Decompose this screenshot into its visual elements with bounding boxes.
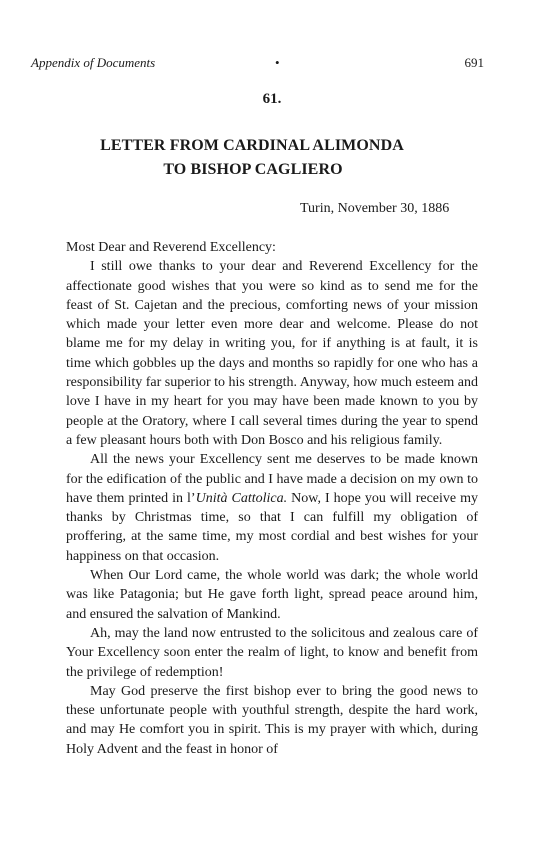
document-number: 61.: [262, 91, 282, 107]
paragraph-3: When Our Lord came, the whole world was dark; the whole world was like Patagonia; but He gave forth light, spread peace around him, and ensured the salvation of Mankind.: [66, 568, 478, 622]
paragraph-1: I still owe thanks to your dear and Reverend Excellency for the affectionate good wishes that you were so kind as to send me for the feast of St. Cajetan and the precious, comforting news of your mission which made your letter even more dear and welcome. Please do not blame me for my delay in writing you, for if anything is at fault, it is time which gobbles up the days and months so rapidly for one who has a responsibility far superior to his strength. Anyway, how much esteem and love I have in my heart for you may have been made known to you by people at the Oratory, where I call several times during the year to spend a few pleasant hours both with Don Bosco and his religious family.: [66, 259, 479, 448]
paragraph-4: Ah, may the land now entrusted to the solicitous and zealous care of Your Excellency soon enter the realm of light, to know and benefit from the privilege of redemption!: [66, 625, 478, 680]
running-head-dot: •: [275, 55, 280, 70]
paragraph-2-text-b: Now, I hope you will receive my thanks by Christmas time, so that I can fulfill my obligation of proffering, at the same time, my most cordial and best wishes for your happiness on that occasion.: [66, 490, 479, 564]
paragraph-2-text-a: All the news your Excellency sent me deserves to be made known for the edification of the public and I have made a decision on my own to have them printed in l’: [66, 452, 478, 506]
document-title-line-1: LETTER FROM CARDINAL ALIMONDA: [100, 137, 404, 154]
dateline: Turin, November 30, 1886: [300, 201, 450, 216]
document-title-line-2: TO BISHOP CAGLIERO: [163, 161, 343, 178]
page-number: 691: [464, 55, 484, 70]
paragraph-2-italic-title: Unità Cattolica.: [195, 490, 288, 506]
running-head-title: Appendix of Documents: [31, 55, 156, 70]
running-head: [31, 55, 484, 73]
salutation: Most Dear and Reverend Excellency:: [66, 240, 276, 255]
paragraph-5: May God preserve the first bishop ever to bring the good news to these unfortunate people with youthful strength, despite the hard work, and may He comfort you in spirit. This is my prayer with which, during Holy Advent and the feast in honor of: [66, 683, 478, 757]
letter-body: [66, 238, 478, 759]
paragraph-2: [66, 450, 478, 566]
